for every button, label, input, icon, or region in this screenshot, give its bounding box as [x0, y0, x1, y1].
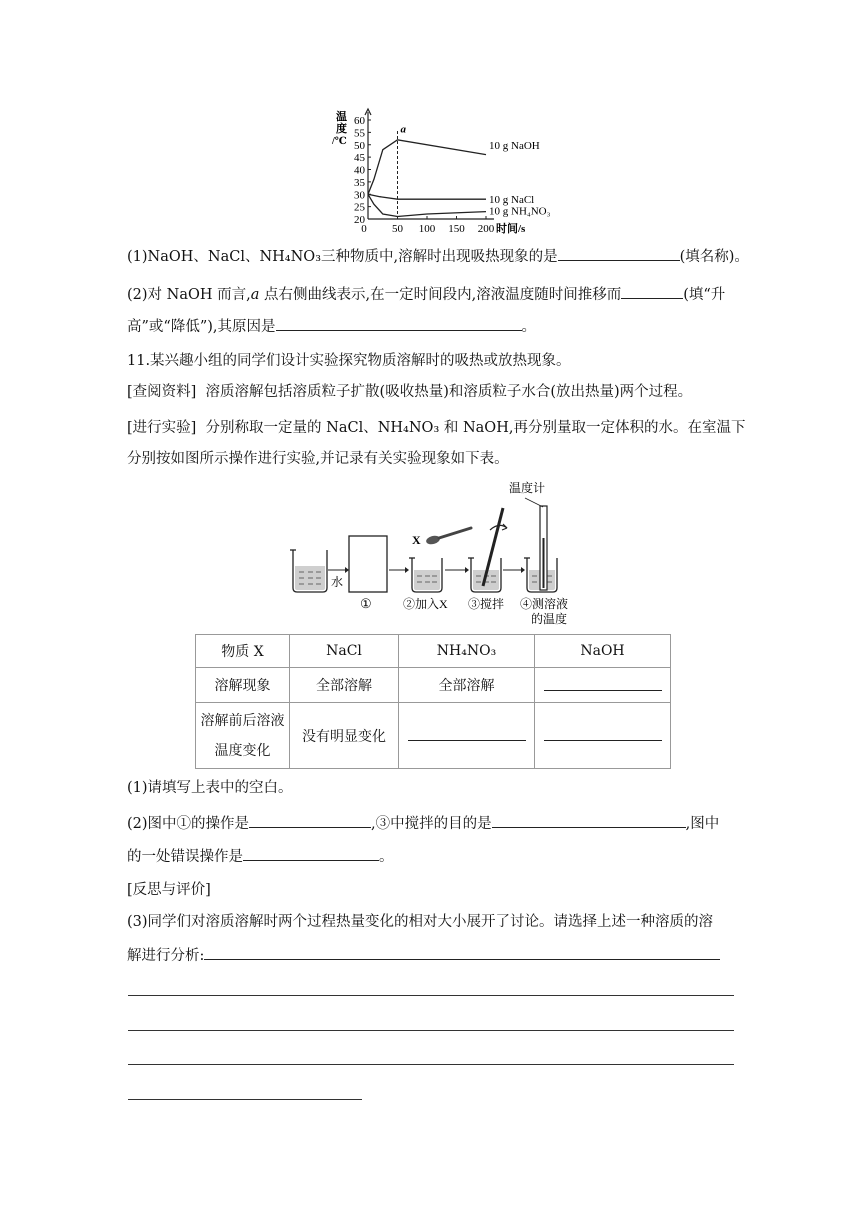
- q11-part3: (3)同学们对溶质溶解时两个过程热量变化的相对大小展开了讨论。请选择上述一种溶质的溶: [127, 914, 714, 930]
- step-4-label-a: ④测溶液: [520, 597, 569, 611]
- table-cell: [535, 703, 671, 769]
- y-axis-label: 温: [336, 111, 347, 123]
- series-label: 10 g NaOH: [489, 139, 540, 152]
- table-cell: [399, 703, 535, 769]
- beaker-add-x: [409, 558, 442, 592]
- table-header-cell: NaOH: [535, 635, 671, 668]
- table-cell: [535, 668, 671, 703]
- step-3-label: ③搅拌: [468, 597, 505, 611]
- q11-reference: [查阅资料] 溶质溶解包括溶质粒子扩散(吸收热量)和溶质粒子水合(放出热量)两个过程。: [127, 384, 693, 400]
- table-header-cell: NH₄NO₃: [399, 635, 535, 668]
- q11-title: 11.某兴趣小组的同学们设计实验探究物质溶解时的吸热或放热现象。: [127, 353, 571, 369]
- q10-part2: (2)对 NaOH 而言,a 点右侧曲线表示,在一定时间段内,溶液温度随时间推移而 (填“升: [127, 284, 725, 305]
- temperature-time-chart: [330, 108, 551, 236]
- x-tick-label: 100: [418, 223, 436, 235]
- table-row: [196, 635, 671, 668]
- table-cell: 没有明显变化: [290, 703, 399, 769]
- answer-blank[interactable]: [621, 284, 683, 299]
- series-label: 10 g NH₄NO₃: [489, 205, 551, 218]
- q10-part1: (1)NaOH、NaCl、NH₄NO₃三种物质中,溶解时出现吸热现象的是 (填名称)。: [127, 246, 749, 267]
- table-row: [196, 668, 671, 703]
- answer-blank[interactable]: [544, 676, 662, 691]
- answer-blank[interactable]: [243, 846, 379, 861]
- x-axis-label: 时间/s: [496, 223, 526, 235]
- q11-part3-cont: 解进行分析:: [127, 945, 720, 966]
- answer-blank[interactable]: [492, 813, 686, 828]
- table-cell: 溶解前后溶液 温度变化: [196, 703, 290, 769]
- table-cell: 溶解现象: [196, 668, 290, 703]
- table-header-cell: 物质 X: [196, 635, 290, 668]
- x-tick-label: 200: [477, 223, 495, 235]
- y-tick-label: 40: [354, 164, 365, 177]
- answer-line[interactable]: [128, 995, 734, 996]
- answer-blank[interactable]: [408, 726, 526, 741]
- y-axis-label: 度: [336, 123, 347, 135]
- y-tick-label: 50: [354, 139, 365, 152]
- q10-part2-cont: 高”或“降低”),其原因是 。: [127, 316, 536, 337]
- answer-blank[interactable]: [249, 813, 371, 828]
- table-row: [196, 703, 671, 769]
- answer-blank[interactable]: [544, 726, 662, 741]
- beaker-stirring: [468, 508, 507, 592]
- answer-blank[interactable]: [204, 945, 720, 960]
- y-axis-label: /℃: [332, 136, 347, 147]
- series-line: [368, 194, 486, 199]
- beaker-thermometer: [524, 498, 557, 592]
- y-tick-label: 45: [354, 152, 365, 165]
- y-tick-label: 25: [354, 201, 365, 214]
- table-cell: 全部溶解: [399, 668, 535, 703]
- answer-line[interactable]: [128, 1064, 734, 1065]
- q11-experiment-1: [进行实验] 分别称取一定量的 NaCl、NH₄NO₃ 和 NaOH,再分别量取一定体积的水。在室温下: [127, 420, 746, 436]
- q11-experiment-2: 分别按如图所示操作进行实验,并记录有关实验现象如下表。: [127, 451, 509, 467]
- beaker-water: [290, 550, 327, 592]
- y-tick-label: 30: [354, 189, 365, 202]
- step-2-label: ②加入X: [403, 597, 448, 611]
- y-tick-label: 55: [354, 127, 365, 140]
- q11-part2-cont: 的一处错误操作是 。: [127, 846, 394, 867]
- thermometer-label: 温度计: [509, 481, 546, 495]
- q11-part2: (2)图中①的操作是 ,③中搅拌的目的是 ,图中: [127, 813, 719, 834]
- table-header-cell: NaCl: [290, 635, 399, 668]
- reflection-heading: [反思与评价]: [127, 882, 211, 898]
- y-tick-label: 20: [354, 214, 365, 226]
- x-tick-label: 150: [448, 223, 465, 235]
- y-tick-label: 60: [354, 115, 365, 127]
- spoon-icon: [425, 528, 471, 546]
- answer-blank[interactable]: [558, 246, 680, 261]
- point-a-label: a: [400, 123, 406, 136]
- answer-line[interactable]: [128, 1030, 734, 1031]
- operation-box: [349, 536, 387, 592]
- step-1-label: ①: [360, 596, 372, 611]
- experiment-diagram: [285, 478, 575, 628]
- answer-blank[interactable]: [276, 316, 522, 331]
- x-tick-label: 0: [361, 223, 367, 235]
- water-label: 水: [331, 575, 344, 589]
- series-line: [368, 140, 486, 195]
- y-tick-label: 35: [354, 176, 365, 189]
- x-label: X: [412, 533, 421, 547]
- results-table: [195, 634, 671, 769]
- answer-line[interactable]: [128, 1099, 362, 1100]
- step-4-label-b: 的温度: [531, 612, 568, 626]
- q11-part1: (1)请填写上表中的空白。: [127, 780, 293, 796]
- table-cell: 全部溶解: [290, 668, 399, 703]
- x-tick-label: 50: [392, 223, 403, 235]
- series-label: 10 g NaCl: [489, 194, 535, 207]
